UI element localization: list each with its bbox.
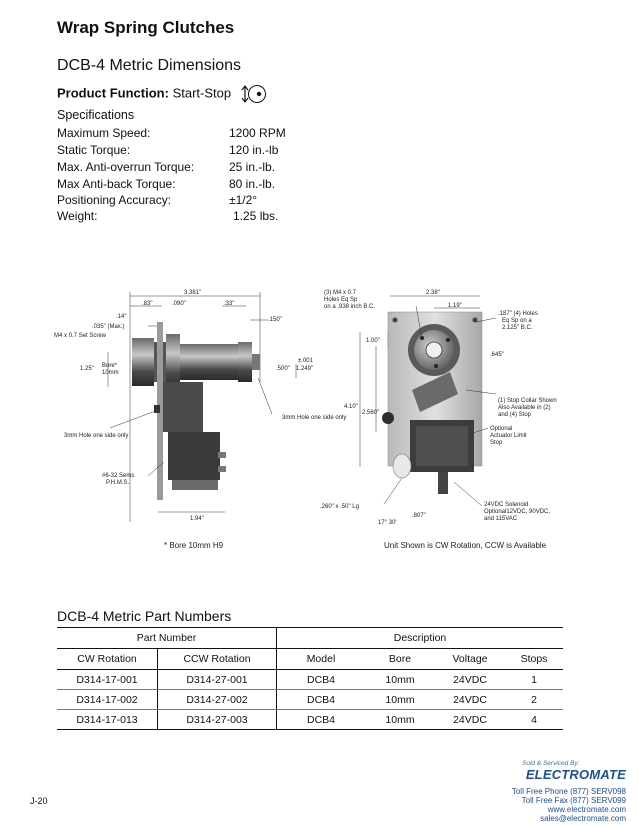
- spec-value: 1.25 lbs.: [233, 209, 279, 223]
- table-cell: 10mm: [365, 710, 435, 730]
- holes-note-3: on a .938 inch B.C.: [324, 304, 376, 310]
- bore-size: 10mm: [102, 370, 119, 376]
- dim-overall: 3.381": [184, 290, 202, 296]
- spec-value: 80 in.-lb.: [229, 177, 276, 191]
- table-cell: D314-17-002: [57, 690, 158, 710]
- table-cell: D314-27-001: [158, 670, 277, 690]
- spec-label: Positioning Accuracy:: [57, 193, 172, 207]
- dim-238: 2.38": [426, 290, 440, 296]
- column-header: CCW Rotation: [158, 649, 277, 670]
- spec-value: 25 in.-lb.: [229, 160, 276, 174]
- spec-value: 1200 RPM: [229, 126, 286, 140]
- table-cell: 2: [505, 690, 563, 710]
- group-header-description: Description: [277, 628, 564, 649]
- stop-collar-note-2: Also Available in (2): [498, 405, 551, 411]
- dim-500: .500": [276, 366, 290, 372]
- hole-note-left: 3mm Hole one side only: [64, 433, 129, 439]
- start-stop-icon: [237, 83, 271, 105]
- spec-value: 120 in.-lb: [229, 143, 279, 157]
- dim-150: .150": [268, 317, 282, 323]
- solenoid-note-1: 24VDC Solenoid: [484, 502, 529, 508]
- brand-name: ELECTROMATE: [525, 767, 626, 782]
- dim-645: .645": [490, 352, 504, 358]
- table-cell: 1: [505, 670, 563, 690]
- model-title: DCB-4 Metric Dimensions: [57, 57, 242, 74]
- contact-phone: Toll Free Phone (877) SERV098: [511, 787, 626, 796]
- dim-83: .83": [142, 301, 153, 307]
- table-cell: 4: [505, 710, 563, 730]
- dim-807: .807": [412, 513, 426, 519]
- dim-410: 4.10": [344, 404, 358, 410]
- product-function: [57, 83, 271, 105]
- front-view: [320, 290, 557, 526]
- table-cell: D314-27-002: [158, 690, 277, 710]
- slot-note: .260" x .50" Lg: [320, 504, 359, 510]
- electromate-logo: [522, 760, 626, 782]
- holes-note-2: Holes Eq Sp: [324, 297, 358, 303]
- dim-2560: 2.560": [362, 410, 380, 416]
- holes-note-1: (3) M4 x 0.7: [324, 290, 357, 296]
- dim-194: 1.94": [190, 516, 204, 522]
- stop-collar-note-1: (1) Stop Collar Shown: [498, 398, 557, 404]
- product-function-value: Start-Stop: [172, 85, 232, 101]
- dim-119: 1.19": [448, 303, 462, 309]
- part-numbers-table: [57, 627, 563, 730]
- table-cell: D314-17-013: [57, 710, 158, 730]
- spec-label: Static Torque:: [57, 143, 131, 157]
- part-numbers-title: DCB-4 Metric Part Numbers: [57, 608, 232, 624]
- holes4-note-1: .187" (4) Holes: [498, 311, 538, 317]
- bore-label: Bore*: [102, 363, 118, 369]
- side-view: [54, 290, 346, 522]
- table-cell: 24VDC: [435, 690, 505, 710]
- spec-label: Maximum Speed:: [57, 126, 151, 140]
- table-cell: 10mm: [365, 670, 435, 690]
- group-header-part-number: Part Number: [57, 628, 277, 649]
- dim-33: .33": [224, 301, 235, 307]
- table-cell: DCB4: [277, 690, 366, 710]
- product-function-label: Product Function:: [57, 85, 169, 101]
- page-number: J-20: [30, 796, 48, 806]
- dim-001: ±.001: [298, 358, 313, 364]
- electromate-swoosh-icon: [522, 768, 523, 782]
- spec-label: Max. Anti-overrun Torque:: [57, 160, 195, 174]
- dim-035: .035" (Max.): [92, 324, 125, 330]
- bore-footnote: * Bore 10mm H9: [164, 541, 224, 550]
- sold-by-label: Sold & Serviced By:: [522, 760, 580, 767]
- dim-090: .090": [172, 301, 186, 307]
- angle-note: 17° 30': [378, 520, 397, 526]
- dim-125: 1.25": [80, 366, 94, 372]
- sems-type: P.H.M.S.: [106, 480, 130, 486]
- column-header: Voltage: [435, 649, 505, 670]
- contact-fax: Toll Free Fax (877) SERV099: [521, 796, 626, 805]
- table-row: [57, 670, 563, 690]
- optional-stop-1: Optional: [490, 426, 513, 432]
- sems-label: #6-32 Sems: [102, 473, 135, 479]
- optional-stop-3: Stop: [490, 440, 503, 446]
- column-header: Model: [277, 649, 366, 670]
- table-cell: D314-27-003: [158, 710, 277, 730]
- table-row: [57, 690, 563, 710]
- dim-14: .14": [116, 314, 127, 320]
- rotation-footnote: Unit Shown is CW Rotation, CCW is Available: [384, 541, 547, 550]
- solenoid-note-3: and 115VAC: [484, 516, 518, 522]
- table-cell: DCB4: [277, 670, 366, 690]
- holes4-note-3: 2.125" B.C.: [502, 325, 533, 331]
- table-row: [57, 710, 563, 730]
- spec-label: Max Anti-back Torque:: [57, 177, 176, 191]
- spec-value: ±1/2°: [229, 193, 258, 207]
- stop-collar-note-3: and (4) Stop: [498, 412, 532, 418]
- table-cell: 10mm: [365, 690, 435, 710]
- section-title: Wrap Spring Clutches: [57, 18, 235, 37]
- set-screw-label: M4 x 0.7 Set Screw: [54, 333, 107, 339]
- dim-100: 1.00": [366, 338, 380, 344]
- holes4-note-2: Eq Sp on a: [502, 318, 532, 324]
- table-cell: 24VDC: [435, 710, 505, 730]
- column-header: Stops: [505, 649, 563, 670]
- column-header: Bore: [365, 649, 435, 670]
- contact-email[interactable]: sales@electromate.com: [540, 814, 626, 823]
- dimension-drawing: [50, 282, 610, 554]
- spec-label: Weight:: [57, 209, 98, 223]
- solenoid-note-2: Optional12VDC, 90VDC,: [484, 509, 551, 515]
- table-cell: 24VDC: [435, 670, 505, 690]
- hole-note-right: 3mm Hole one side only: [282, 415, 347, 421]
- table-cell: DCB4: [277, 710, 366, 730]
- optional-stop-2: Actuator Limit: [490, 433, 527, 439]
- table-cell: D314-17-001: [57, 670, 158, 690]
- dim-1249: 1.249": [296, 366, 314, 372]
- column-header: CW Rotation: [57, 649, 158, 670]
- specifications-title: Specifications: [57, 108, 135, 122]
- contact-website[interactable]: www.electromate.com: [547, 805, 626, 814]
